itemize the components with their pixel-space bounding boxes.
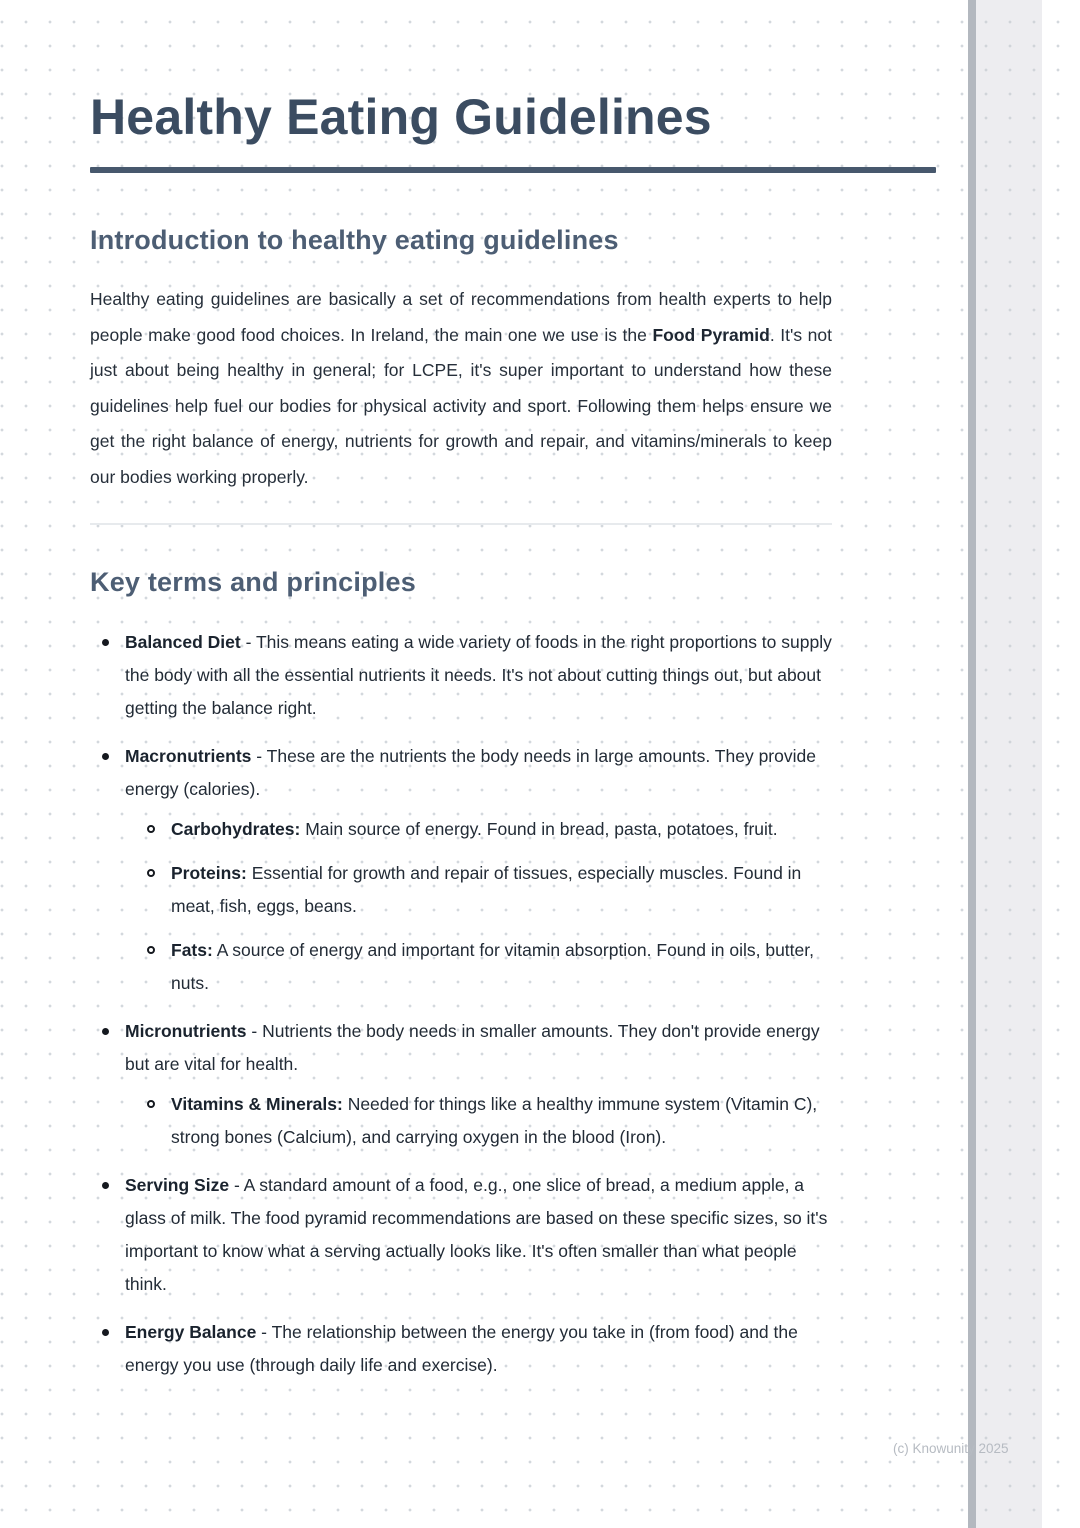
bullet-icon — [102, 639, 109, 646]
section-divider — [90, 523, 832, 525]
term-description: Essential for growth and repair of tissues, especially muscles. Found in meat, fish, eggs, beans. — [171, 863, 802, 916]
micronutrients-sublist — [138, 1088, 832, 1154]
scrollbar[interactable] — [968, 0, 976, 1528]
sublist-item-proteins — [138, 857, 832, 923]
term-label: Micronutrients — [125, 1021, 247, 1041]
sublist-item-fats — [138, 934, 832, 1000]
list-item-energy-balance — [90, 1316, 832, 1382]
term-description: Main source of energy. Found in bread, pasta, potatoes, fruit. — [300, 819, 778, 839]
term-label: Serving Size — [125, 1175, 230, 1195]
intro-text-bold: Food Pyramid — [652, 324, 770, 345]
list-item-micronutrients — [90, 1015, 832, 1154]
term-label: Macronutrients — [125, 746, 252, 766]
sub-bullet-icon — [147, 825, 155, 833]
term-description: Nutrients the body needs in smaller amounts. They don't provide energy but are vital for health. — [125, 1021, 820, 1074]
page-title: Healthy Eating Guidelines — [90, 89, 712, 145]
bullet-icon — [102, 1028, 109, 1035]
term-label: Balanced Diet — [125, 632, 241, 652]
list-item-macronutrients — [90, 740, 832, 1000]
section-heading-key-terms: Key terms and principles — [90, 567, 416, 597]
macronutrients-sublist — [138, 813, 832, 1000]
bullet-icon — [102, 1182, 109, 1189]
term-label: Fats: — [171, 940, 213, 960]
term-description: A standard amount of a food, e.g., one slice of bread, a medium apple, a glass of milk. The food pyramid recommendations are based on these specific sizes, so it's important to know what a serving actually looks like. It's often smaller than what people think. — [125, 1175, 828, 1294]
page-right-gutter — [976, 0, 1042, 1528]
section-heading-introduction: Introduction to healthy eating guidelines — [90, 225, 619, 255]
term-label: Proteins: — [171, 863, 247, 883]
sublist-item-vitamins-minerals — [138, 1088, 832, 1154]
term-label: Energy Balance — [125, 1322, 257, 1342]
title-underline-rule — [90, 167, 936, 173]
term-label: Carbohydrates: — [171, 819, 301, 839]
term-separator: - — [251, 746, 267, 766]
bullet-icon — [102, 1329, 109, 1336]
sub-bullet-icon — [147, 946, 155, 954]
term-separator: - — [246, 1021, 263, 1041]
sub-bullet-icon — [147, 1100, 155, 1108]
term-separator: - — [256, 1322, 272, 1342]
term-description: These are the nutrients the body needs in large amounts. They provide energy (calories). — [125, 746, 816, 799]
bullet-icon — [102, 753, 109, 760]
list-item-serving-size — [90, 1169, 832, 1301]
term-label: Vitamins & Minerals: — [171, 1094, 343, 1114]
copyright-text: (c) Knowunity 2025 — [893, 1441, 1009, 1456]
term-description: Needed for things like a healthy immune system (Vitamin C), strong bones (Calcium), and carrying oxygen in the blood (Iron). — [171, 1094, 818, 1147]
intro-text-after: . It's not just about being healthy in general; for LCPE, it's super important to understand how these guidelines help fuel our bodies for physical activity and sport. Following them helps ensure we get the right balance of energy, nutrients for growth and repair, and vitamins/minerals to keep our bodies working properly. — [90, 324, 833, 487]
intro-text-before: Healthy eating guidelines are basically a set of recommendations from health experts to help people make good food choices. In Ireland, the main one we use is the — [90, 289, 832, 345]
term-description: A source of energy and important for vitamin absorption. Found in oils, butter, nuts. — [171, 940, 814, 993]
term-description: The relationship between the energy you take in (from food) and the energy you use (through daily life and exercise). — [125, 1322, 798, 1375]
term-description: This means eating a wide variety of foods in the right proportions to supply the body with all the essential nutrients it needs. It's not about cutting things out, but about getting the balance right. — [125, 632, 832, 718]
sub-bullet-icon — [147, 869, 155, 877]
term-separator: - — [229, 1175, 244, 1195]
sublist-item-carbohydrates — [138, 813, 832, 846]
term-separator: - — [240, 632, 256, 652]
key-terms-list — [90, 626, 832, 1382]
intro-paragraph — [90, 282, 832, 495]
list-item-balanced-diet — [90, 626, 832, 725]
document-content — [90, 90, 936, 1397]
